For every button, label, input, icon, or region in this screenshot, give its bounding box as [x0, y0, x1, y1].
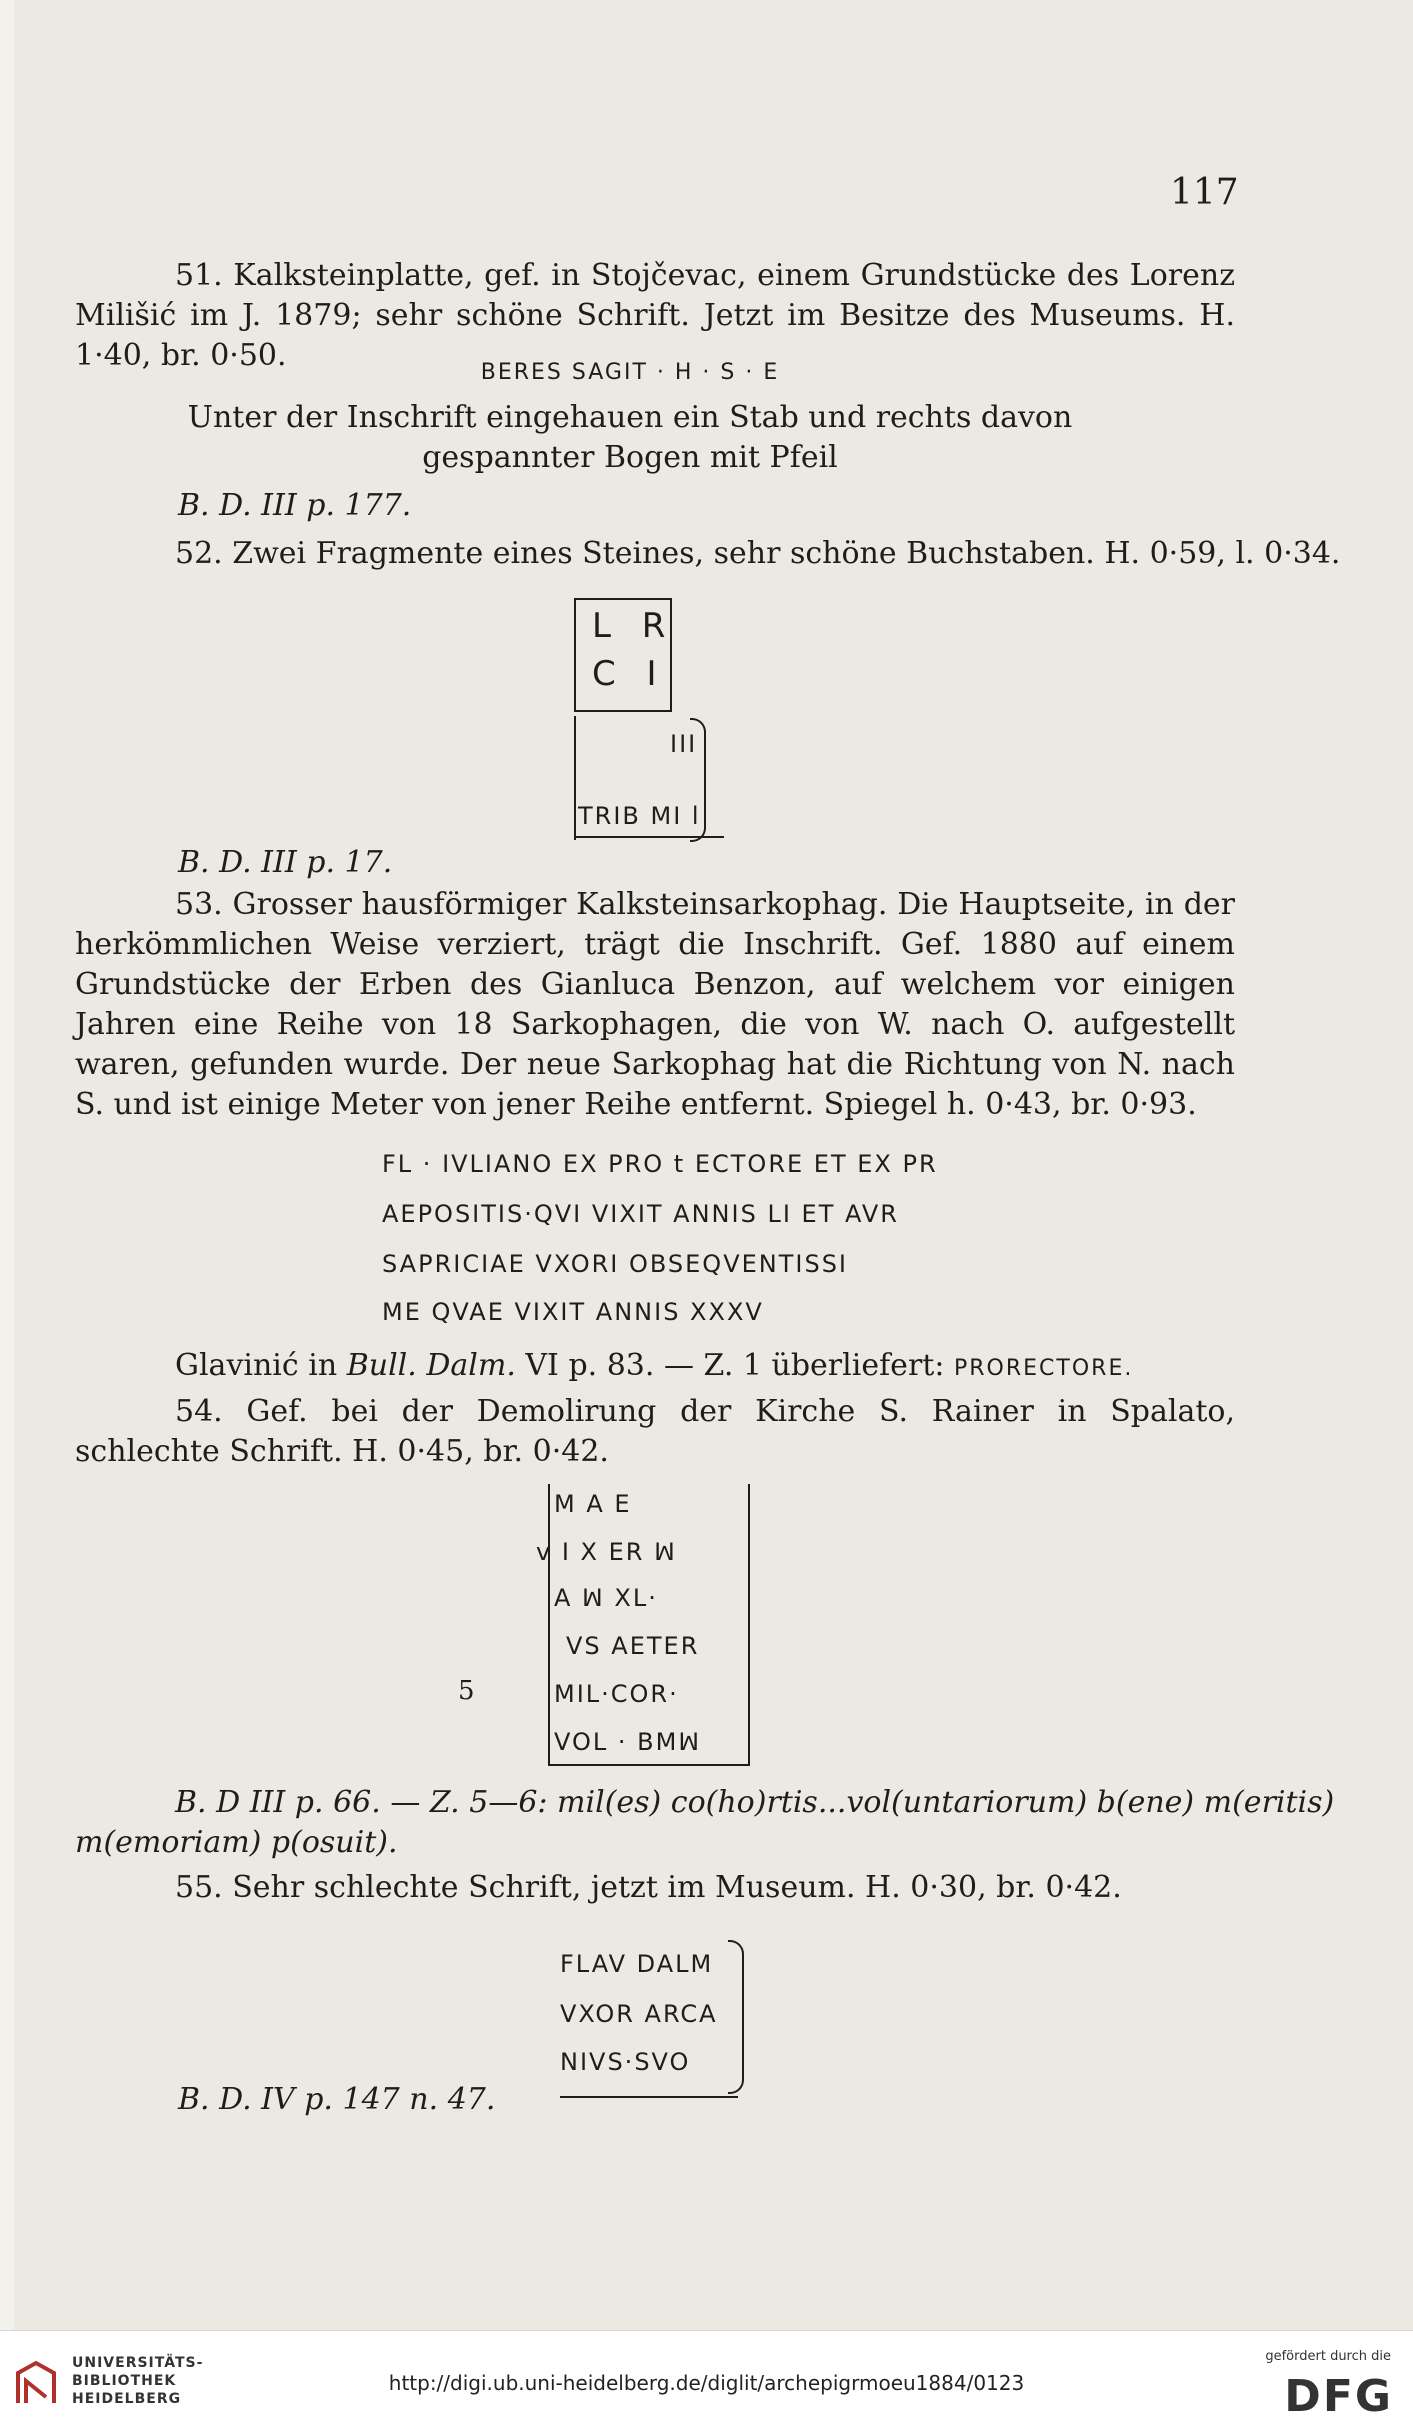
- fragment-2-line1: III: [670, 730, 698, 758]
- entry-54-line6: VOL · BMꟽ: [554, 1728, 702, 1756]
- entry-54-line4: VS AETER: [566, 1632, 700, 1660]
- library-name-line3: HEIDELBERG: [72, 2391, 182, 2407]
- fragment-1-line2: C I: [592, 654, 667, 694]
- entry-55-bottom-edge: [560, 2096, 738, 2098]
- entry-53-note: Glavinić in Bull. Dalm. VI p. 83. — Z. 1 überliefert: PRORECTORE.: [175, 1348, 1134, 1383]
- entry-54-line-number: 5: [458, 1676, 475, 1706]
- dfg-logo: DFG: [1284, 2371, 1393, 2422]
- entry-53-inscription-line1: FL · IVLIANO EX PRO t ECTORE ET EX PR: [382, 1150, 938, 1178]
- entry-55-break-edge: [728, 1940, 744, 2094]
- entry-55-line1: FLAV DALM: [560, 1950, 714, 1978]
- entry-53-text: 53. Grosser hausförmiger Kalksteinsarkophag. Die Hauptseite, in der herkömmlichen Weise verziert, trägt die Inschrift. Gef. 1880 auf einem Grundstücke der Erben des Gianluca Benzon, auf welchem vor einigen Jahren eine Reihe von 18 Sarkophagen, die von W. nach O. aufgestellt waren, gefunden wurde. Der neue Sarkophag hat die Richtung von N. nach S. und ist einige Meter von jener Reihe entfernt. Spiegel h. 0·43, br. 0·93.: [75, 887, 1235, 1122]
- entry-55-line2: VXOR ARCA: [560, 2000, 718, 2028]
- footer-bar: [0, 2330, 1413, 2434]
- fragment-2-line2: TRIB MI l: [578, 802, 701, 830]
- entry-54-line2: v I X ER ꟽ: [536, 1538, 677, 1566]
- entry-54-bottom-edge: [548, 1764, 750, 1766]
- entry-53-inscription-line3: SAPRICIAE VXORI OBSEQVENTISSI: [382, 1250, 849, 1278]
- entry-55-text: 55. Sehr schlechte Schrift, jetzt im Museum. H. 0·30, br. 0·42.: [175, 1870, 1122, 1905]
- entry-54-right-edge: [748, 1484, 750, 1766]
- entry-53-inscription-line2: AEPOSITIS·QVI VIXIT ANNIS LI ET AVR: [382, 1200, 899, 1228]
- entry-51-reference: B. D. III p. 177.: [178, 488, 412, 523]
- entry-54-reference-line1: B. D III p. 66. — Z. 5—6: mil(es) co(ho)rtis...vol(untariorum) b(ene) m(eritis): [175, 1785, 1335, 1820]
- entry-54-reference-line2: m(emoriam) p(osuit).: [75, 1825, 398, 1860]
- entry-51-note-line1: Unter der Inschrift eingehauen ein Stab und rechts davon: [187, 400, 1073, 435]
- entry-53-inscription-line4: ME QVAE VIXIT ANNIS XXXV: [382, 1298, 764, 1326]
- page-number: 117: [1170, 172, 1239, 213]
- entry-55-reference: B. D. IV p. 147 n. 47.: [178, 2082, 496, 2117]
- entry-51-inscription: BERES SAGIT · H · S · E: [480, 360, 780, 385]
- library-name-line1: UNIVERSITÄTS-: [72, 2355, 204, 2371]
- permalink[interactable]: http://digi.ub.uni-heidelberg.de/diglit/archepigrmoeu1884/0123: [388, 2371, 1025, 2395]
- entry-54-line5: MIL·COR·: [554, 1680, 679, 1708]
- entry-54-line1: M A E: [554, 1490, 632, 1518]
- entry-55-line3: NIVS·SVO: [560, 2048, 691, 2076]
- entry-52-text: 52. Zwei Fragmente eines Steines, sehr schöne Buchstaben. H. 0·59, l. 0·34.: [175, 536, 1341, 571]
- entry-54-text: 54. Gef. bei der Demolirung der Kirche S. Rainer in Spalato, schlechte Schrift. H. 0·45, br. 0·42.: [75, 1394, 1235, 1469]
- entry-51-text: 51. Kalksteinplatte, gef. in Stojčevac, einem Grundstücke des Lorenz Milišić im J. 1879; sehr schöne Schrift. Jetzt im Besitze des Museums. H. 1·40, br. 0·50.: [75, 258, 1235, 373]
- library-name-line2: BIBLIOTHEK: [72, 2373, 177, 2389]
- fragment-1-line1: L R: [592, 606, 676, 646]
- entry-54-line3: A ꟽ XL·: [554, 1584, 658, 1612]
- entry-54-left-edge: [548, 1484, 550, 1766]
- entry-51-note-line2: gespannter Bogen mit Pfeil: [422, 440, 838, 475]
- entry-52-reference: B. D. III p. 17.: [178, 845, 393, 880]
- funded-by-label: gefördert durch die: [1265, 2349, 1391, 2364]
- fragment-2-left-edge: [574, 716, 576, 840]
